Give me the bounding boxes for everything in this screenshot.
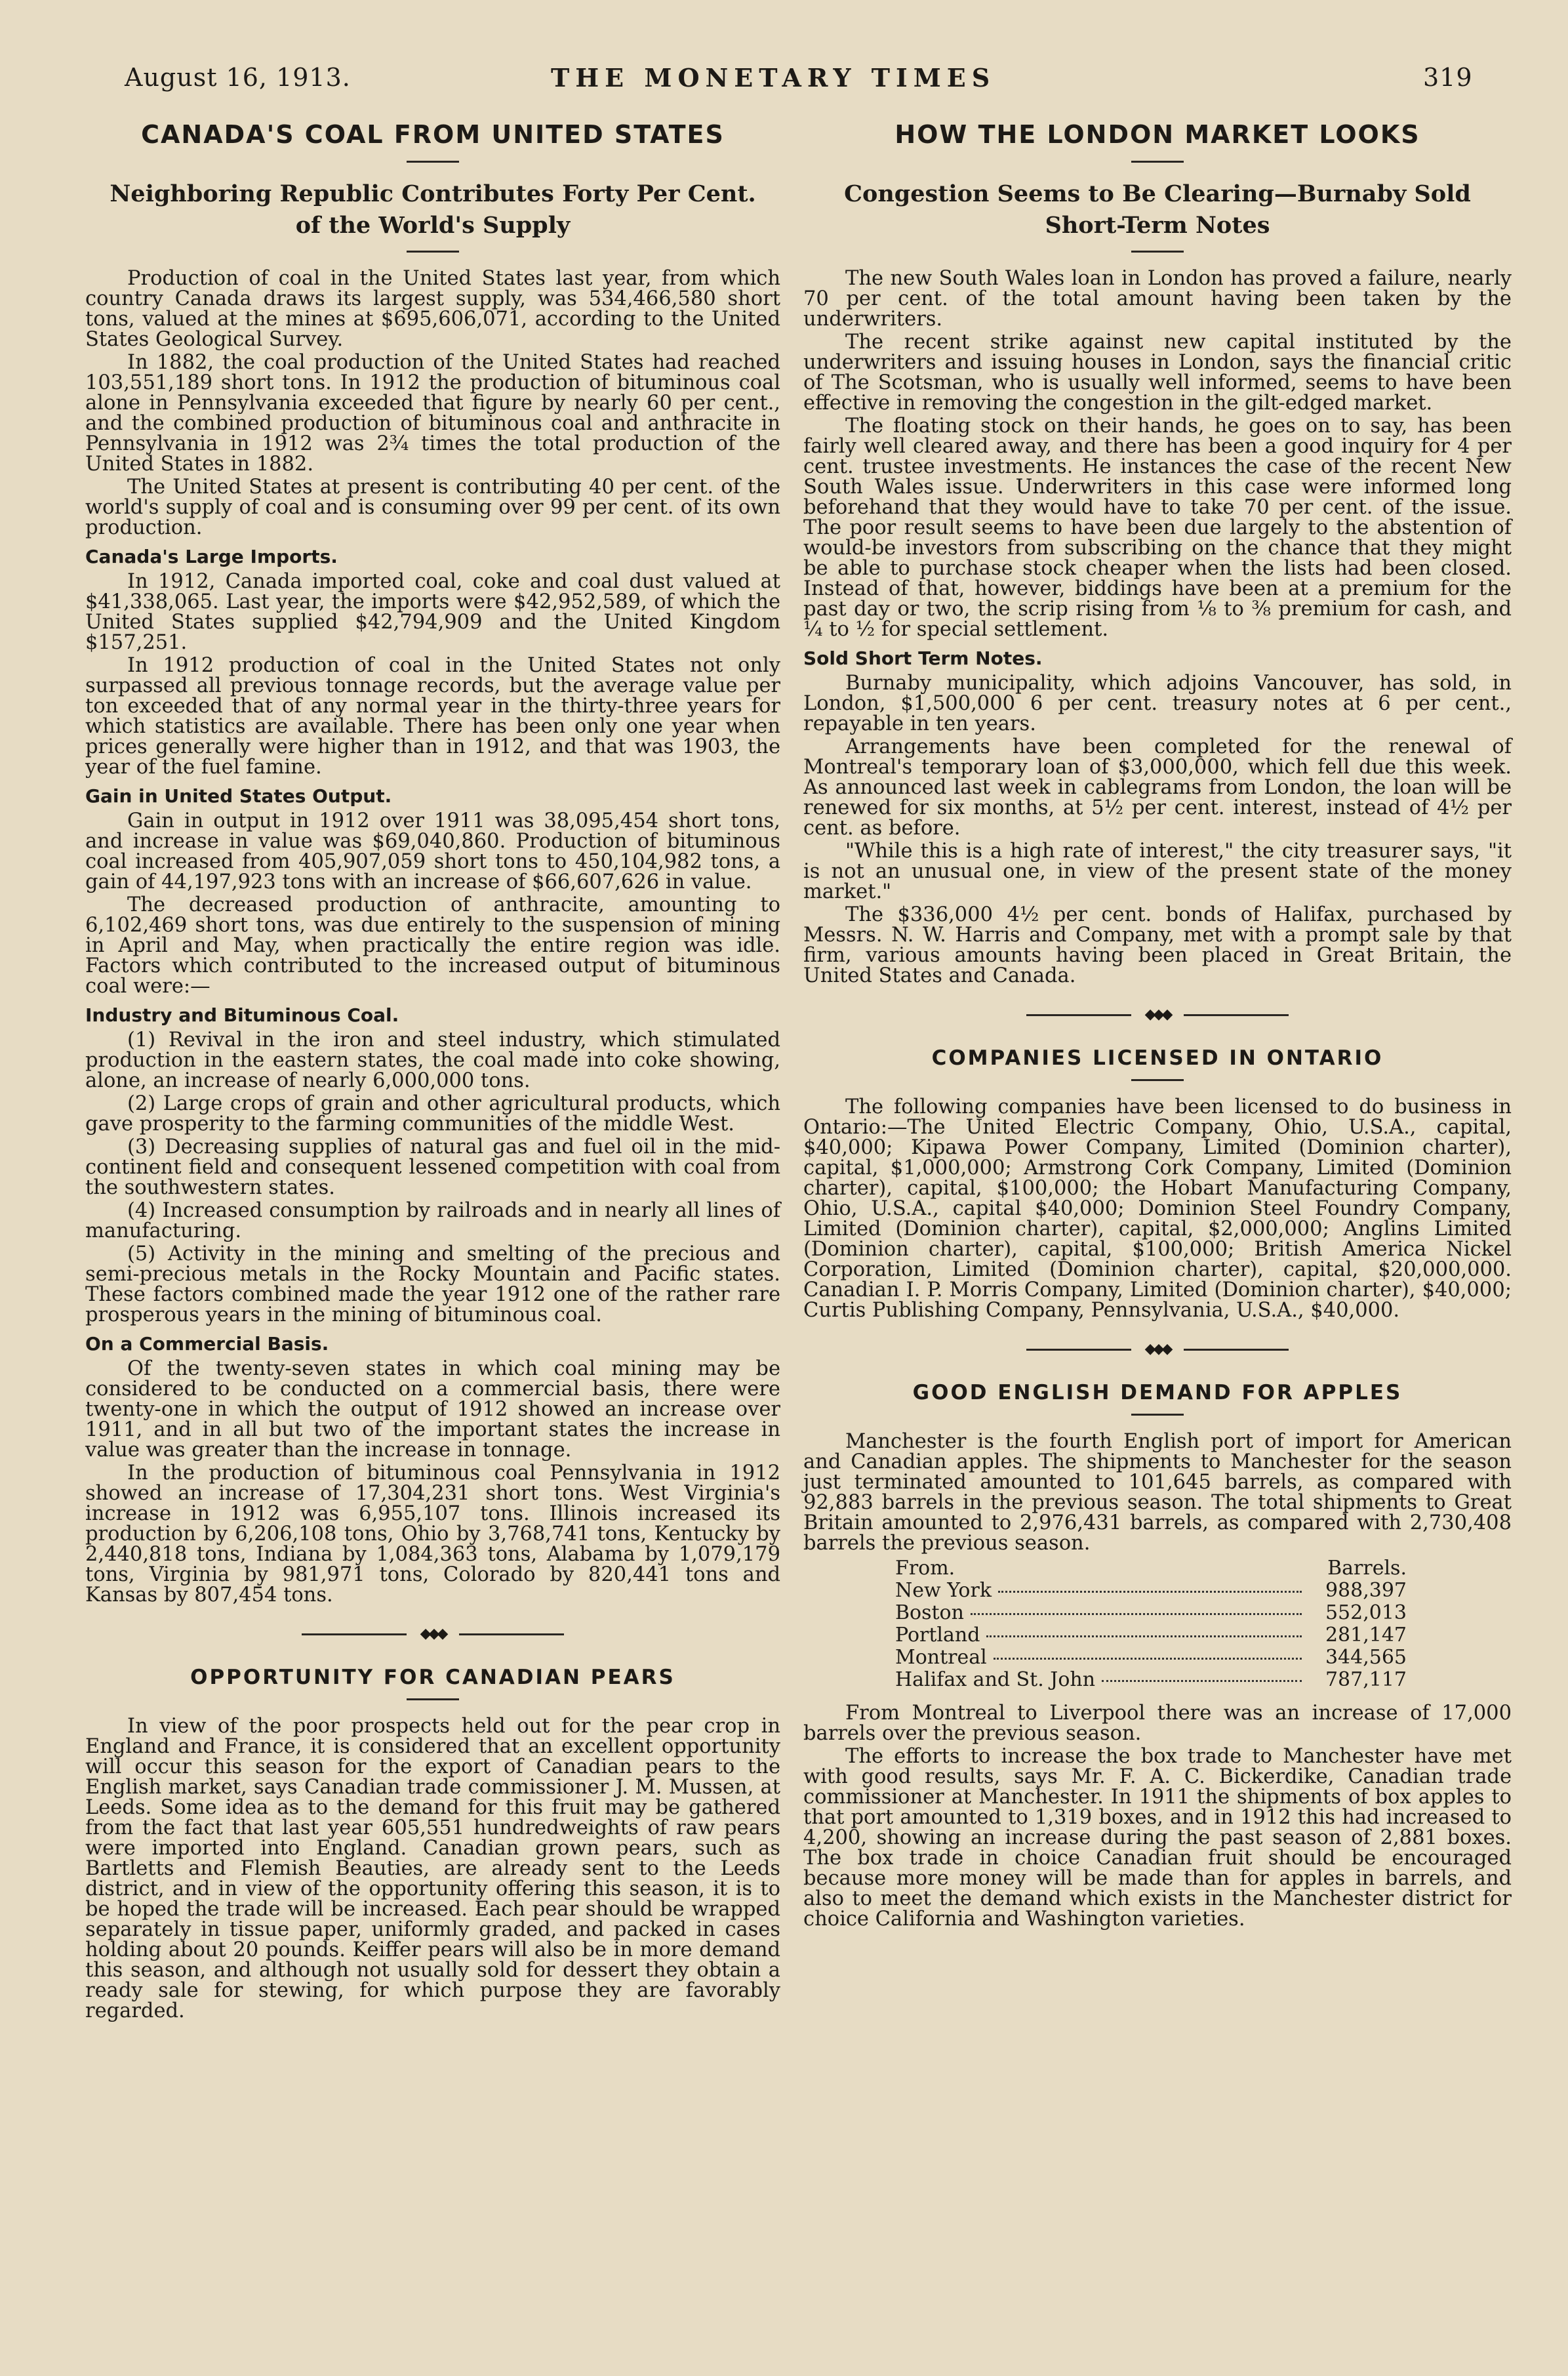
apples-article-title: GOOD ENGLISH DEMAND FOR APPLES xyxy=(912,1381,1403,1404)
paragraph: The following companies have been licensed to do business in Ontario:—The United Electric Company, Ohio, U.S.A., capital, $40,000; Kipawa Power Company, Limited (Dominion charter), capital, $1,000,000; Armstrong Cork Company, Limited (Dominion charter), capital, $100,000; the Hobart Manufacturing Company, Ohio, U.S.A., capital $40,000; Dominion Steel Foundry Company, Limited (Dominion charter), capital, $2,000,000; Anglins Limited (Dominion charter), capital, $100,000; British America Nickel Corporation, Limited (Dominion charter), capital, $20,000,000. Canadian I. P. Morris Company, Limited (Dominion charter), $40,000; Curtis Publishing Company, Pennsylvania, U.S.A., $40,000. xyxy=(803,1096,1512,1322)
section-heading: Sold Short Term Notes. xyxy=(803,647,1043,669)
table-cell-city: Halifax and St. John xyxy=(895,1668,1096,1691)
table-row xyxy=(895,1669,1407,1691)
paragraph: Arrangements have been completed for the renewal of Montreal's temporary loan of $3,000,000, which fell due this week. As announced last week in cablegrams from London, the loan will be renewed for six months, at 5½ per cent. interest, instead of 4½ per cent. as before. xyxy=(803,735,1512,840)
leader-dots xyxy=(994,1658,1302,1660)
section-heading: Industry and Bituminous Coal. xyxy=(85,1004,399,1026)
apples-intro xyxy=(803,1431,1512,1553)
paragraph: The new South Wales loan in London has proved a failure, nearly 70 per cent. of the total amount having been taken by the underwriters. xyxy=(803,267,1512,331)
table-cell-barrels: 281,147 xyxy=(1325,1624,1407,1647)
ornament-divider: ◆◆◆ xyxy=(85,1628,780,1641)
paragraph: Manchester is the fourth English port of import for American and Canadian apples. The shipments to Manchester for the season just terminated amounted to 101,645 barrels, as compared with 92,883 barrels in the previous season. The total shipments to Great Britain amounted to 2,976,431 barrels, as compared with 2,730,408 barrels the previous season. xyxy=(803,1430,1512,1555)
section-heading: Canada's Large Imports. xyxy=(85,546,338,567)
paragraph: (2) Large crops of grain and other agricultural products, which gave prosperity to the farming communities of the middle West. xyxy=(85,1092,780,1136)
table-cell-barrels: 787,117 xyxy=(1325,1668,1407,1691)
paragraph: Burnaby municipality, which adjoins Vancouver, has sold, in London, $1,500,000 6 per cent. treasury notes at 6 per cent., repayable in ten years. xyxy=(803,672,1512,735)
leader-dots xyxy=(998,1591,1302,1593)
paragraph: Gain in output in 1912 over 1911 was 38,095,454 short tons, and increase in value was $69,040,860. Production of bituminous coal increased from 405,907,059 short tons to 450,104,982 tons, a gain of 44,197,923 tons with an increase of $66,607,626 in value. xyxy=(85,809,780,893)
paragraph: From Montreal to Liverpool there was an increase of 17,000 barrels over the previous season. xyxy=(803,1702,1512,1745)
leader-dots xyxy=(986,1635,1302,1637)
title-rule xyxy=(407,1698,459,1700)
paragraph: The United States at present is contributing 40 per cent. of the world's supply of coal and is consuming over 99 per cent. of its own production. xyxy=(85,476,780,539)
paragraph: (4) Increased consumption by railroads and in nearly all lines of manufacturing. xyxy=(85,1199,780,1242)
paragraph: The $336,000 4½ per cent. bonds of Halifax, purchased by Messrs. N. W. Harris and Company, met with a prompt sale by that firm, various amounts having been placed in Great Britain, the United States and Canada. xyxy=(803,903,1512,987)
coal-article-subtitle: Neighboring Republic Contributes Forty Per Cent. of the World's Supply xyxy=(110,180,756,239)
london-article-subtitle: Congestion Seems to Be Clearing—Burnaby Sold Short-Term Notes xyxy=(844,180,1471,239)
title-rule xyxy=(1131,1079,1184,1081)
paragraph: In 1882, the coal production of the United States had reached 103,551,189 short tons. In 1912 the production of bituminous coal alone in Pennsylvania exceeded that figure by nearly 60 per cent., and the combined production of bituminous coal and anthracite in Pennsylvania in 1912 was 2¾ times the total production of the United States in 1882. xyxy=(85,351,780,476)
coal-section-commercial xyxy=(85,1359,780,1605)
paragraph: "While this is a high rate of interest," the city treasurer says, "it is not an unusual one, in view of the present state of the money market." xyxy=(803,840,1512,903)
table-rows xyxy=(895,1580,1407,1691)
right-column xyxy=(803,115,1512,1932)
header-page-number: 319 xyxy=(1423,63,1473,92)
table-cell-city: New York xyxy=(895,1579,992,1602)
pears-article-title: OPPORTUNITY FOR CANADIAN PEARS xyxy=(190,1666,675,1689)
paragraph: The recent strike against new capital instituted by the underwriters and issuing houses in London, says the financial critic of The Scotsman, who is usually well informed, seems to have been effective in removing the congestion in the gilt-edged market. xyxy=(803,331,1512,415)
leader-dots xyxy=(971,1613,1302,1615)
paragraph: The decreased production of anthracite, amounting to 6,102,469 short tons, was due entirely to the suspension of mining in April and May, when practically the entire region was idle. Factors which contributed to the increased output of bituminous coal were:— xyxy=(85,893,780,998)
coal-section-imports xyxy=(85,571,780,777)
paragraph: In 1912, Canada imported coal, coke and coal dust valued at $41,338,065. Last year, the imports were $42,952,589, of which the United States supplied $42,794,909 and the United Kingdom $157,251. xyxy=(85,570,780,654)
paragraph: The floating stock on their hands, he goes on to say, has been fairly well cleared away, and there has been a good inquiry for 4 per cent. trustee investments. He instances the case of the recent New South Wales issue. Underwriters in this case were informed long beforehand that they would have to take 70 per cent. of the issue. The poor result seems to have been due largely to the abstention of would-be investors from subscribing on the chance that they might be able to purchase stock cheaper when the lists had been closed. Instead of that, however, biddings have been at a premium for the past day or two, the scrip rising from ⅛ to ⅜ premium for cash, and ¼ to ½ for special settlement. xyxy=(803,415,1512,641)
table-cell-barrels: 552,013 xyxy=(1325,1601,1407,1624)
section-heading: On a Commercial Basis. xyxy=(85,1333,329,1355)
coal-section-industry xyxy=(85,1030,780,1325)
paragraph: In view of the poor prospects held out for the pear crop in England and France, it is considered that an excellent opportunity will occur this season for the export of Canadian pears to the English market, says Canadian trade commissioner J. M. Mussen, at Leeds. Some idea as to the demand for this fruit may be gathered from the fact that last year 605,551 hundredweights of raw pears were imported into England. Canadian grown pears, such as Bartletts and Flemish Beauties, are already sent to the Leeds district, and in view of the opportunity offering this season, it is to be hoped the trade will be increased. Each pear should be wrapped separately in tissue paper, uniformly graded, and packed in cases holding about 20 pounds. Keiffer pears will also be in more demand this season, and although not usually sold for dessert they obtain a ready sale for stewing, for which purpose they are favorably regarded. xyxy=(85,1715,780,2022)
title-rule xyxy=(1131,1414,1184,1416)
companies-body xyxy=(803,1097,1512,1321)
companies-article-title: COMPANIES LICENSED IN ONTARIO xyxy=(931,1046,1384,1070)
coal-intro xyxy=(85,268,780,538)
paragraph: Of the twenty-seven states in which coal mining may be considered to be conducted on a commercial basis, there were twenty-one in which the output of 1912 showed an increase over 1911, and in all but two of the important states the increase in value was greater than the increase in tonnage. xyxy=(85,1357,780,1462)
table-header-barrels: Barrels. xyxy=(1327,1557,1407,1580)
table-header-from: From. xyxy=(895,1557,955,1580)
ornament-divider: ◆◆◆ xyxy=(803,1343,1512,1356)
table-header xyxy=(895,1557,1407,1580)
section-heading: Gain in United States Output. xyxy=(85,785,392,807)
subtitle-rule xyxy=(1131,251,1184,253)
title-rule xyxy=(1131,161,1184,163)
header-date: August 16, 1913. xyxy=(125,63,351,92)
coal-article-title: CANADA'S COAL FROM UNITED STATES xyxy=(141,120,725,149)
paragraph: (5) Activity in the mining and smelting of the precious and semi-precious metals in the Rocky Mountain and Pacific states. These factors combined made the year 1912 one of the rather rare prosperous years in the mining of bituminous coal. xyxy=(85,1242,780,1326)
london-article-title: HOW THE LONDON MARKET LOOKS xyxy=(895,120,1420,149)
table-cell-city: Portland xyxy=(895,1624,980,1647)
table-row xyxy=(895,1602,1407,1624)
table-row xyxy=(895,1624,1407,1647)
paragraph: (3) Decreasing supplies of natural gas and fuel oil in the mid-continent field and consequent lessened competition with coal from the southwestern states. xyxy=(85,1136,780,1199)
table-row xyxy=(895,1647,1407,1669)
london-intro xyxy=(803,268,1512,640)
paragraph: Production of coal in the United States last year, from which country Canada draws its largest supply, was 534,466,580 short tons, valued at the mines at $695,606,071, according to the United States Geological Survey. xyxy=(85,267,780,351)
subtitle-rule xyxy=(407,251,459,253)
coal-section-gain xyxy=(85,811,780,996)
paragraph: In the production of bituminous coal Pennsylvania in 1912 showed an increase of 17,304,231 short tons. West Virginia's increase in 1912 was 6,955,107 tons. Illinois increased its production by 6,206,108 tons, Ohio by 3,768,741 tons, Kentucky by 2,440,818 tons, Indiana by 1,084,363 tons, Alabama by 1,079,179 tons, Virginia by 981,971 tons, Colorado by 820,441 tons and Kansas by 807,454 tons. xyxy=(85,1462,780,1607)
table-cell-city: Boston xyxy=(895,1601,964,1624)
table-cell-city: Montreal xyxy=(895,1646,987,1669)
london-section-notes xyxy=(803,673,1512,986)
pears-body xyxy=(85,1716,780,2021)
left-column xyxy=(85,115,780,2024)
paragraph: (1) Revival in the iron and steel industry, which stimulated production in the eastern states, the coal made into coke showing, alone, an increase of nearly 6,000,000 tons. xyxy=(85,1029,780,1092)
paragraph: In 1912 production of coal in the United States not only surpassed all previous tonnage records, but the average value per ton exceeded that of any normal year in the thirty-three years for which statistics are available. There has been only one year when prices generally were higher than in 1912, and that was 1903, the year of the fuel famine. xyxy=(85,654,780,779)
apples-after xyxy=(803,1703,1512,1929)
table-cell-barrels: 988,397 xyxy=(1325,1579,1407,1602)
apples-shipments-table xyxy=(895,1557,1407,1691)
ornament-divider: ◆◆◆ xyxy=(803,1008,1512,1021)
leader-dots xyxy=(1102,1680,1302,1682)
table-row xyxy=(895,1580,1407,1602)
header-title: THE MONETARY TIMES xyxy=(551,63,996,92)
title-rule xyxy=(407,161,459,163)
paragraph: The efforts to increase the box trade to Manchester have met with good results, says Mr. F. A. C. Bickerdike, Canadian trade commissioner at Manchester. In 1911 the shipments of box apples to that port amounted to 1,319 boxes, and in 1912 this had increased to 4,200, showing an increase during the past season of 2,881 boxes. The box trade in choice Canadian fruit should be encouraged because more money will be made than for apples in barrels, and also to meet the demand which exists in the Manchester district for choice California and Washington varieties. xyxy=(803,1745,1512,1931)
table-cell-barrels: 344,565 xyxy=(1325,1646,1407,1669)
